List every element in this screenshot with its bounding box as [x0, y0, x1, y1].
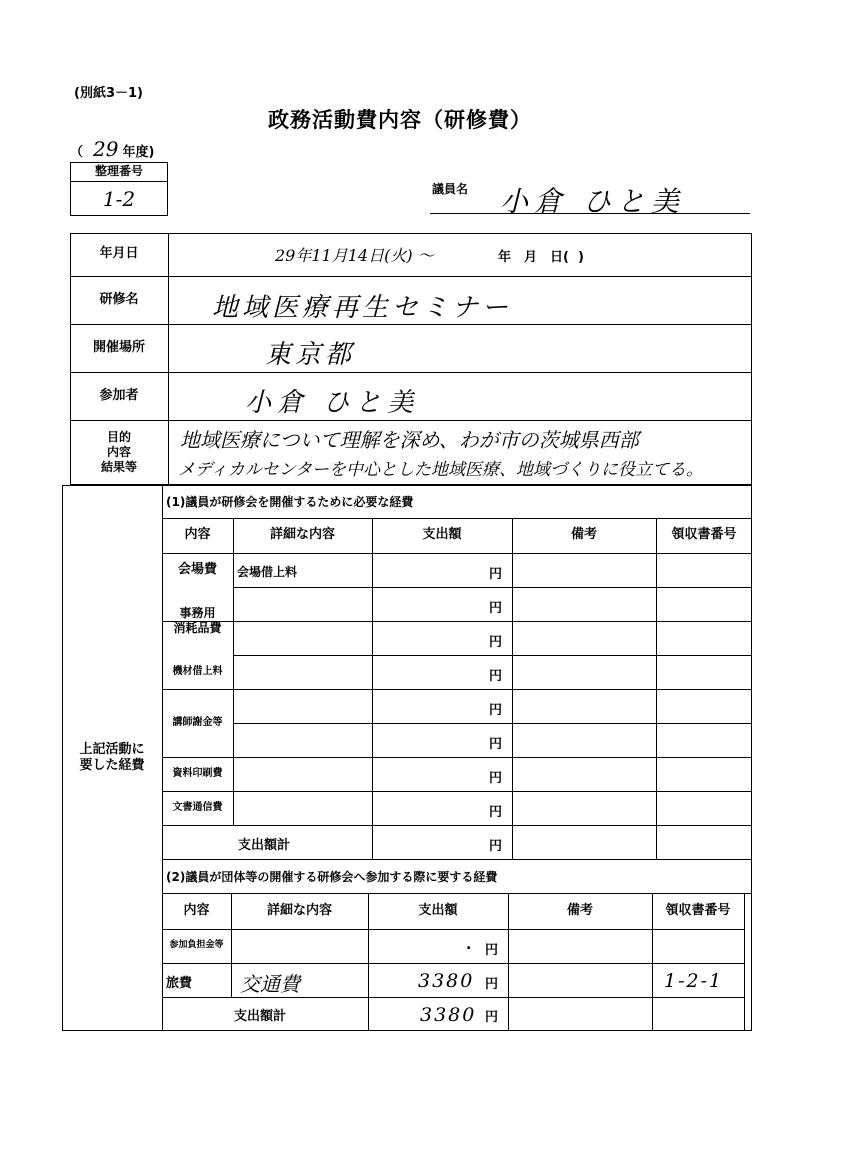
- member-name: 小倉 ひと美: [500, 185, 685, 218]
- s1-header-detail: 詳細な内容: [269, 527, 335, 543]
- expense-label: 上記活動に 要した経費: [79, 741, 145, 773]
- seiri-value: 1-2: [102, 187, 136, 211]
- s2-yen: 円: [485, 943, 499, 958]
- section1-title: (1)議員が研修会を開催するために必要な経費: [166, 495, 414, 509]
- purpose-line2: メディカルセンターを中心とした地域医療、地域づくりに役立てる。: [178, 460, 703, 480]
- date-end: 年 月 日( ): [498, 250, 584, 265]
- date-value: 29年11月14日(火) 〜: [275, 246, 434, 265]
- s1-header-amount: 支出額: [422, 527, 462, 543]
- s1-total-label: 支出額計: [238, 838, 291, 853]
- date-label: 年月日: [99, 246, 139, 262]
- kenshu-value: 地域医療再生セミナー: [212, 293, 513, 323]
- s2-row-amount: .: [466, 937, 472, 953]
- member-underline: [430, 213, 750, 214]
- purpose-line1: 地域医療について理解を深め、わが市の茨城県西部: [180, 428, 639, 452]
- s2-row-receipt: 1-2-1: [664, 970, 724, 992]
- s1-row-category: 資料印刷費: [172, 767, 223, 779]
- s1-yen: 円: [489, 737, 503, 752]
- s1-yen: 円: [489, 669, 503, 684]
- s1-yen: 円: [489, 567, 503, 582]
- purpose-label: 目的 内容 結果等: [100, 430, 137, 474]
- s1-row-category: 会場費: [177, 561, 217, 577]
- s2-header-detail: 詳細な内容: [266, 902, 332, 918]
- s1-total-yen: 円: [489, 839, 503, 854]
- place-label: 開催場所: [92, 339, 145, 355]
- s2-total-yen: 円: [485, 1010, 499, 1025]
- s2-total-label: 支出額計: [234, 1009, 287, 1024]
- s1-yen: 円: [489, 635, 503, 650]
- s2-total-amount: 3380: [420, 1004, 477, 1026]
- s1-yen: 円: [489, 703, 503, 718]
- fiscal-year: [70, 137, 154, 161]
- seiri-label: 整理番号: [94, 164, 143, 178]
- s1-row-detail: 会場借上料: [237, 565, 298, 579]
- s1-header-receipt: 領収書番号: [671, 527, 737, 543]
- s2-row-category: 参加負担金等: [169, 940, 224, 951]
- s2-header-remarks: 備考: [566, 902, 593, 918]
- s1-yen: 円: [489, 805, 503, 820]
- place-value: 東京都: [265, 340, 356, 370]
- s2-row-amount: 3380: [418, 970, 475, 992]
- s1-yen: 円: [489, 601, 503, 616]
- s2-row-category: 旅費: [166, 976, 193, 991]
- s2-yen: 円: [485, 977, 499, 992]
- s2-header-amount: 支出額: [418, 902, 458, 918]
- fiscal-year-label: 年度): [122, 145, 155, 160]
- s2-header-category: 内容: [183, 902, 210, 918]
- attendee-value: 小倉 ひと美: [245, 388, 420, 418]
- s1-row-category: 機材借上料: [172, 665, 223, 677]
- s1-header-remarks: 備考: [570, 527, 597, 543]
- page-title: 政務活動費内容（研修費）: [268, 108, 532, 132]
- form-id: (別紙3－1): [74, 86, 143, 101]
- member-label: 議員名: [432, 182, 469, 196]
- fiscal-year-value: 29: [93, 137, 119, 161]
- s1-row-category: 文書通信費: [172, 801, 223, 813]
- s2-header-receipt: 領収書番号: [665, 902, 731, 918]
- fiscal-year-open: （: [70, 145, 84, 160]
- s1-header-category: 内容: [184, 527, 211, 543]
- kenshu-label: 研修名: [99, 291, 139, 307]
- s1-row-category: 講師謝金等: [172, 716, 223, 728]
- attendee-label: 参加者: [99, 387, 139, 403]
- s1-yen: 円: [489, 771, 503, 786]
- section2-title: (2)議員が団体等の開催する研修会へ参加する際に要する経費: [166, 870, 498, 884]
- s1-row-category: 事務用 消耗品費: [173, 606, 222, 635]
- s2-row-detail: 交通費: [240, 972, 300, 996]
